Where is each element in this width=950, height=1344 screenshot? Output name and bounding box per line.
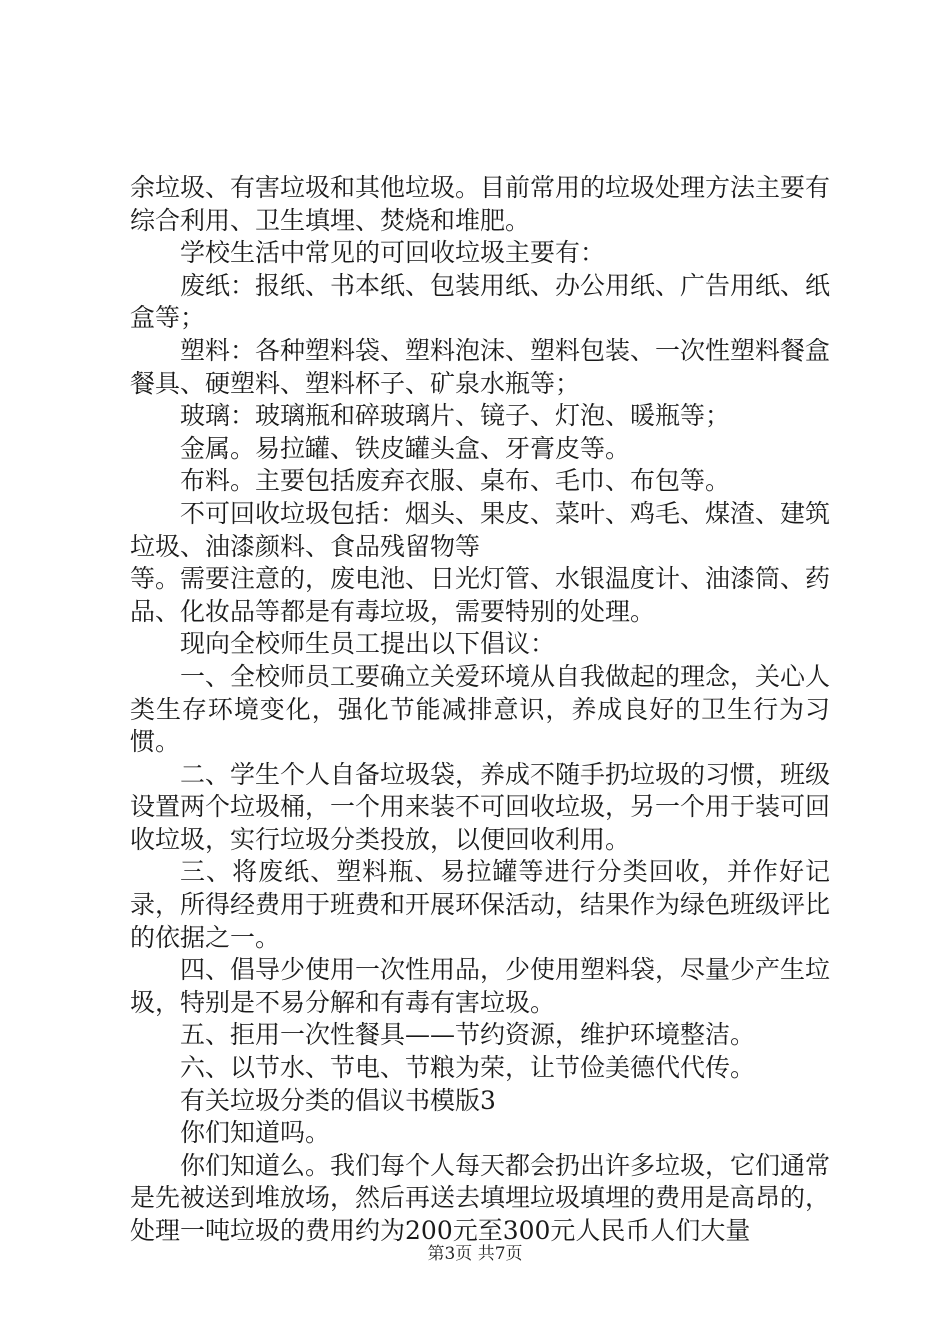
paragraph: 不可回收垃圾包括：烟头、果皮、菜叶、鸡毛、煤渣、建筑垃圾、油漆颜料、食品残留物等 [130,498,831,561]
paragraph: 塑料：各种塑料袋、塑料泡沫、塑料包装、一次性塑料餐盒餐具、硬塑料、塑料杯子、矿泉水瓶等； [130,335,831,398]
paragraph: 你们知道么。我们每个人每天都会扔出许多垃圾，它们通常是先被送到堆放场，然后再送去填埋垃圾填埋的费用是高昂的，处理一吨垃圾的费用约为200元至300元人民币人们大量 [130,1150,831,1245]
paragraph: 四、倡导少使用一次性用品，少使用塑料袋，尽量少产生垃圾，特别是不易分解和有毒有害垃圾。 [130,955,831,1017]
paragraph: 余垃圾、有害垃圾和其他垃圾。目前常用的垃圾处理方法主要有综合利用、卫生填埋、焚烧和堆肥。 [130,173,831,235]
paragraph: 五、拒用一次性餐具——节约资源，维护环境整洁。 [180,1020,756,1050]
paragraph: 你们知道吗。 [180,1118,331,1148]
paragraph: 金属。易拉罐、铁皮罐头盒、牙膏皮等。 [180,433,631,463]
paragraph: 现向全校师生员工提出以下倡议： [180,629,556,659]
paragraph: 等。需要注意的，废电池、日光灯管、水银温度计、油漆筒、药品、化妆品等都是有毒垃圾，需要特别的处理。 [130,564,831,626]
paragraph: 布料。主要包括废弃衣服、桌布、毛巾、布包等。 [180,466,731,496]
section-heading: 有关垃圾分类的倡议书模版3 [180,1085,496,1115]
paragraph: 学校生活中常见的可回收垃圾主要有： [180,238,606,268]
paragraph: 一、全校师员工要确立关爱环境从自我做起的理念，关心人类生存环境变化，强化节能减排意识，养成良好的卫生行为习惯。 [130,661,831,757]
document-body [130,172,830,1248]
paragraph: 废纸：报纸、书本纸、包装用纸、办公用纸、广告用纸、纸盒等； [130,270,831,333]
paragraph: 三、将废纸、塑料瓶、易拉罐等进行分类回收，并作好记录，所得经费用于班费和开展环保活动，结果作为绿色班级评比的依据之一。 [130,857,831,952]
paragraph: 六、以节水、节电、节粮为荣，让节俭美德代代传。 [180,1053,756,1083]
paragraph: 二、学生个人自备垃圾袋，养成不随手扔垃圾的习惯，班级设置两个垃圾桶，一个用来装不可回收垃圾，另一个用于装可回收垃圾，实行垃圾分类投放，以便回收利用。 [130,759,831,854]
page-number-footer: 第3页 共7页 [427,1244,523,1264]
paragraph: 玻璃：玻璃瓶和碎玻璃片、镜子、灯泡、暖瓶等； [180,401,731,431]
